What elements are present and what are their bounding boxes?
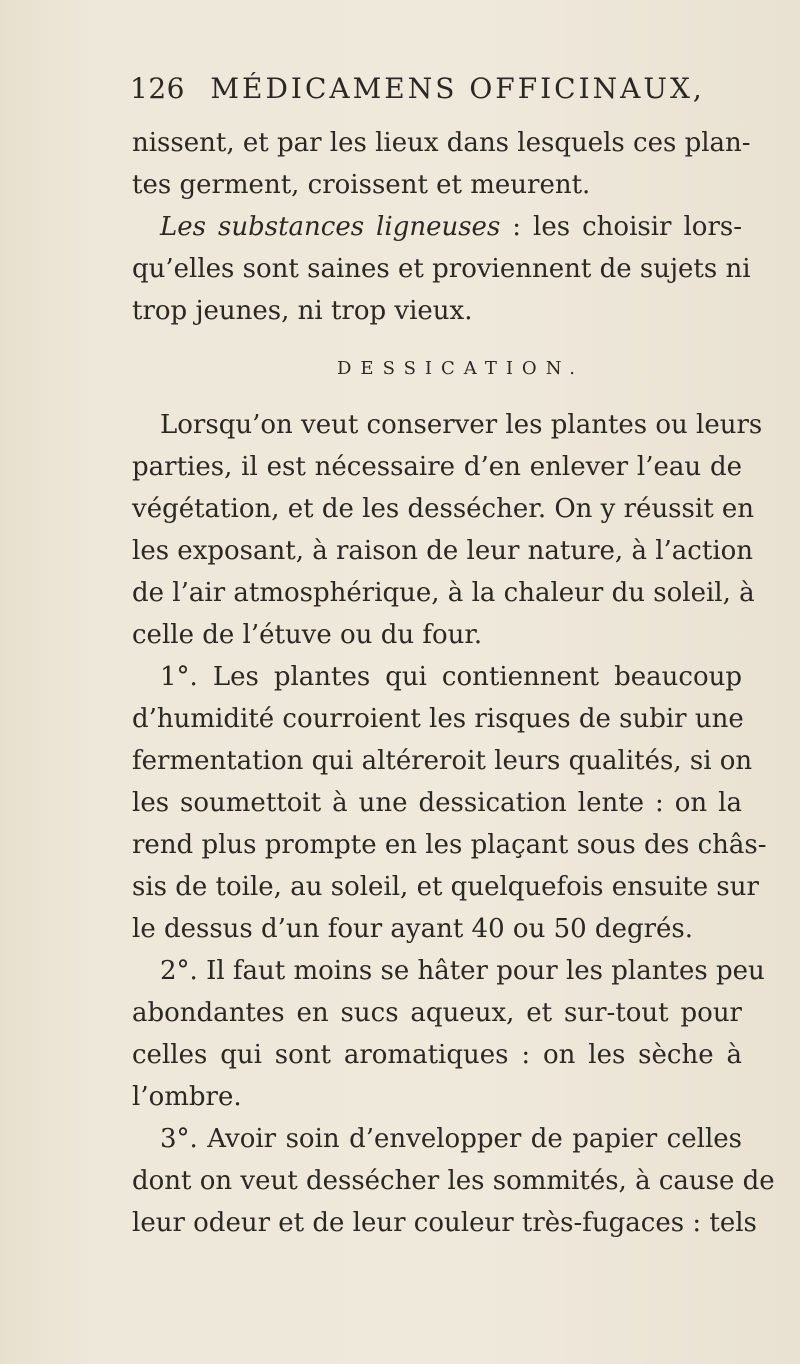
text-line: les soumettoit à une dessication lente : on la <box>132 788 742 818</box>
page-number: 126 <box>130 72 185 105</box>
body-text <box>132 122 775 1244</box>
text-line: 1°. Les plantes qui contiennent beaucoup <box>160 662 742 692</box>
text-fragment: : les choisir lors- <box>500 212 742 242</box>
text-line: sis de toile, au soleil, et quelquefois ensuite sur <box>132 872 759 902</box>
text-line: qu’elles sont saines et proviennent de sujets ni <box>132 254 751 284</box>
section-heading: DESSICATION. <box>337 358 585 379</box>
text-line: Lorsqu’on veut conserver les plantes ou leurs <box>160 410 763 440</box>
text-line: les exposant, à raison de leur nature, à l’action <box>132 536 754 566</box>
text-line: 2°. Il faut moins se hâter pour les plantes peu <box>160 956 765 986</box>
running-title: MÉDICAMENS OFFICINAUX, <box>210 72 705 105</box>
text-line: nissent, et par les lieux dans lesquels ces plan- <box>132 128 751 158</box>
text-line: celle de l’étuve ou du four. <box>132 620 483 650</box>
text-line: leur odeur et de leur couleur très-fugaces : tels <box>132 1208 757 1238</box>
text-line: végétation, et de les dessécher. On y réussit en <box>132 494 755 524</box>
text-line: abondantes en sucs aqueux, et sur-tout pour <box>132 998 742 1028</box>
text-line: 3°. Avoir soin d’envelopper de papier celles <box>160 1124 742 1154</box>
page-header <box>130 72 710 105</box>
text-line: parties, il est nécessaire d’en enlever l’eau de <box>132 452 742 482</box>
text-line: dont on veut dessécher les sommités, à cause de <box>132 1166 775 1196</box>
text-line: trop jeunes, ni trop vieux. <box>132 296 473 326</box>
text-line: d’humidité courroient les risques de subir une <box>132 704 744 734</box>
text-line: rend plus prompte en les plaçant sous des châs- <box>132 830 767 860</box>
text-line: tes germent, croissent et meurent. <box>132 170 591 200</box>
text-line: celles qui sont aromatiques : on les sèche à <box>132 1040 742 1070</box>
text-line: de l’air atmosphérique, à la chaleur du soleil, à <box>132 578 755 608</box>
text-line <box>132 206 742 248</box>
text-line: le dessus d’un four ayant 40 ou 50 degrés. <box>132 914 694 944</box>
text-line: fermentation qui altéreroit leurs qualités, si on <box>132 746 753 776</box>
text-line: l’ombre. <box>132 1082 242 1112</box>
italic-term: Les substances ligneuses <box>160 212 501 242</box>
